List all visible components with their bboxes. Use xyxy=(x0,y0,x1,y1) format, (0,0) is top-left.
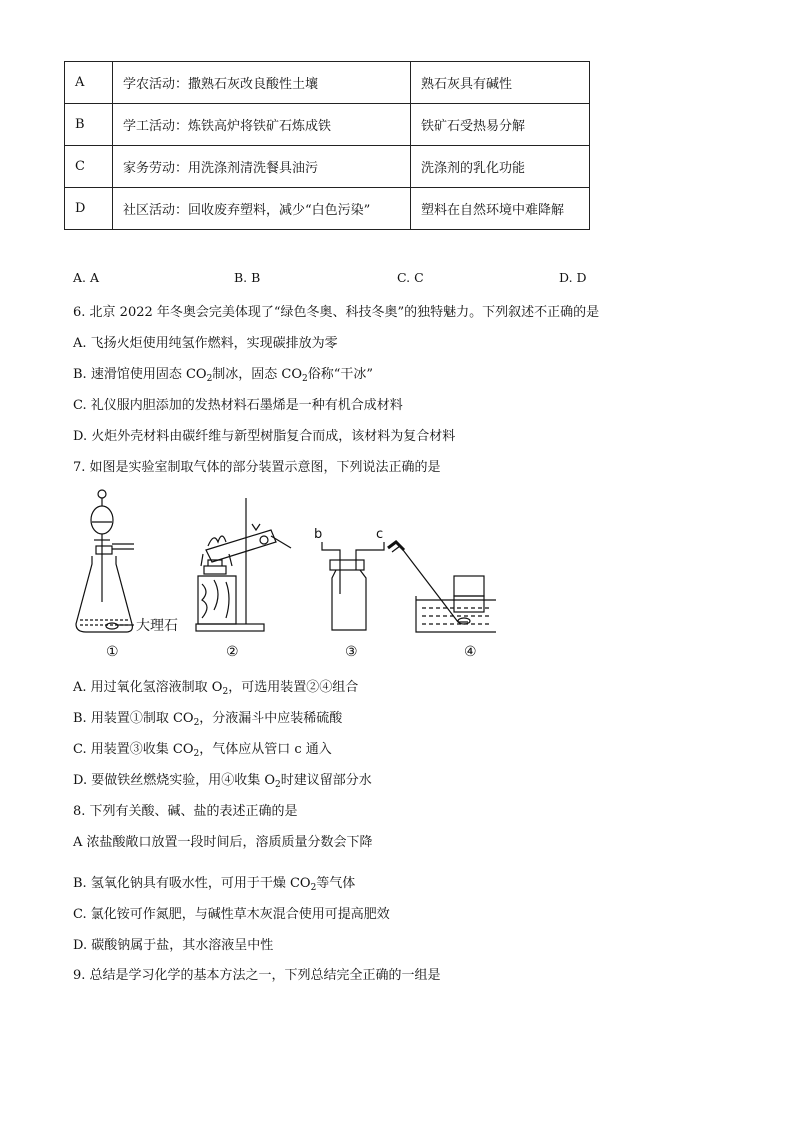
figure-num-2: ② xyxy=(226,644,239,660)
q7-stem: 7. 如图是实验室制取气体的部分装置示意图，下列说法正确的是 xyxy=(73,460,441,475)
port-b-label: b xyxy=(314,527,323,542)
q5-choice-c: C. C xyxy=(397,270,424,285)
row-knowledge: 塑料在自然环境中难降解 xyxy=(411,188,590,230)
table-row xyxy=(65,104,590,146)
q8-option-d: D. 碳酸钠属于盐，其水溶液呈中性 xyxy=(73,938,274,953)
apparatus-figure xyxy=(66,484,496,664)
port-c-label: c xyxy=(376,527,384,542)
apparatus-2-heating xyxy=(196,498,291,631)
q5-choice-b: B. B xyxy=(234,270,261,285)
q6-option-c: C. 礼仪服内胆添加的发热材料石墨烯是一种有机合成材料 xyxy=(73,398,403,413)
q8-option-a: A 浓盐酸敞口放置一段时间后，溶质质量分数会下降 xyxy=(73,835,373,850)
marble-label: 大理石 xyxy=(136,618,178,634)
row-letter: B xyxy=(65,104,113,146)
q6-option-d: D. 火炬外壳材料由碳纤维与新型树脂复合而成，该材料为复合材料 xyxy=(73,429,456,444)
row-knowledge: 铁矿石受热易分解 xyxy=(411,104,590,146)
figure-num-3: ③ xyxy=(345,644,358,660)
q6-option-a: A. 飞扬火炬使用纯氢作燃料，实现碳排放为零 xyxy=(73,336,338,351)
row-activity: 家务劳动：用洗涤剂清洗餐具油污 xyxy=(113,146,411,188)
row-activity: 学工活动：炼铁高炉将铁矿石炼成铁 xyxy=(113,104,411,146)
row-activity: 社区活动：回收废弃塑料，减少“白色污染” xyxy=(113,188,411,230)
q6-option-b: B. 速滑馆使用固态 $CO_2$制冰，固态 $CO_2$俗称“干冰” xyxy=(73,367,374,384)
row-letter: D xyxy=(65,188,113,230)
options-table xyxy=(64,61,590,230)
table-row xyxy=(65,146,590,188)
q9-stem: 9. 总结是学习化学的基本方法之一，下列总结完全正确的一组是 xyxy=(73,968,441,983)
q7-option-d: D. 要做铁丝燃烧实验，用④收集 $O_2$时建议留部分水 xyxy=(73,773,372,790)
row-knowledge: 熟石灰具有碱性 xyxy=(411,62,590,104)
table-row xyxy=(65,62,590,104)
q8-stem: 8. 下列有关酸、碱、盐的表述正确的是 xyxy=(73,804,298,819)
figure-num-4: ④ xyxy=(464,644,477,660)
apparatus-3-bottle xyxy=(314,527,384,630)
q7-option-b: B. 用装置①制取 $CO_2$，分液漏斗中应装稀硫酸 xyxy=(73,711,343,728)
apparatus-1-flask xyxy=(76,490,134,632)
row-letter: A xyxy=(65,62,113,104)
q8-option-b: B. 氢氧化钠具有吸水性，可用于干燥 $CO_2$等气体 xyxy=(73,876,356,893)
q7-option-c: C. 用装置③收集 $CO_2$，气体应从管口 c 通入 xyxy=(73,742,332,759)
row-activity: 学农活动：撒熟石灰改良酸性土壤 xyxy=(113,62,411,104)
q8-option-c: C. 氯化铵可作氮肥，与碱性草木灰混合使用可提高肥效 xyxy=(73,907,390,922)
figure-num-1: ① xyxy=(106,644,119,660)
row-knowledge: 洗涤剂的乳化功能 xyxy=(411,146,590,188)
q5-choice-d: D. D xyxy=(559,270,587,285)
apparatus-4-trough xyxy=(388,542,496,632)
q6-stem: 6. 北京 2022 年冬奥会完美体现了“绿色冬奥、科技冬奥”的独特魅力。下列叙述不正确的是 xyxy=(73,305,600,320)
q7-option-a: A. 用过氧化氢溶液制取 $O_2$，可选用装置②④组合 xyxy=(73,680,359,697)
table-row xyxy=(65,188,590,230)
row-letter: C xyxy=(65,146,113,188)
q5-choice-a: A. A xyxy=(73,270,100,285)
